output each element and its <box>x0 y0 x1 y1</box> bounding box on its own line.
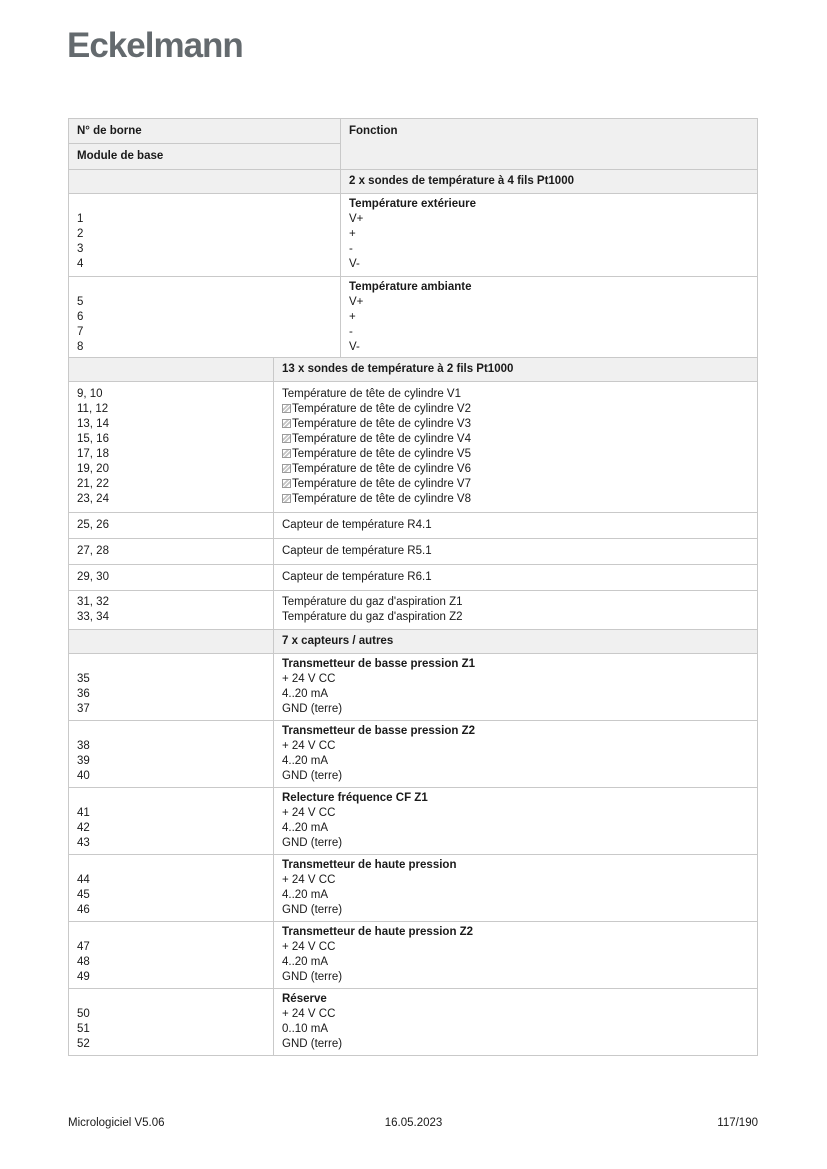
table-row <box>69 591 757 630</box>
terminal-number: 1 <box>77 213 84 225</box>
table-row <box>69 382 757 513</box>
function-text: Température de tête de cylindre V7 <box>292 478 471 490</box>
function-title: Transmetteur de haute pression <box>282 859 457 871</box>
function-cell: Capteur de température R6.1 <box>282 571 432 583</box>
function-line <box>282 447 749 462</box>
function-line <box>282 492 749 507</box>
function-line: + 24 V CC <box>282 874 336 886</box>
broken-image-icon <box>282 479 291 488</box>
terminal-numbers-cell <box>69 788 274 854</box>
terminal-number: 44 <box>77 874 90 886</box>
terminal-number: 41 <box>77 807 90 819</box>
terminal-number: 2 <box>77 228 84 240</box>
terminal-number: 33, 34 <box>77 611 109 623</box>
terminal-numbers-cell <box>69 277 341 359</box>
function-text: Température de tête de cylindre V4 <box>292 433 471 445</box>
terminal-table-top <box>68 118 758 360</box>
function-line: GND (terre) <box>282 971 343 983</box>
footer-date: 16.05.2023 <box>384 1117 443 1129</box>
section-row-2wire <box>69 358 757 382</box>
terminal-number: 49 <box>77 971 90 983</box>
line-spacer <box>77 858 265 873</box>
terminal-header-cell <box>69 119 341 169</box>
terminal-number: 11, 12 <box>77 403 109 415</box>
function-line: GND (terre) <box>282 770 343 782</box>
terminal-numbers-cell <box>69 382 274 512</box>
function-line: Température du gaz d'aspiration Z1 <box>282 596 463 608</box>
section-row-capteurs <box>69 630 757 654</box>
terminal-number: 6 <box>77 311 84 323</box>
table-row <box>69 721 757 788</box>
function-title: Réserve <box>282 993 327 1005</box>
section-title: 7 x capteurs / autres <box>282 635 394 647</box>
function-line: V+ <box>349 296 364 308</box>
broken-image-icon <box>282 449 291 458</box>
function-title: Transmetteur de haute pression Z2 <box>282 926 474 938</box>
terminal-numbers-cell <box>69 922 274 988</box>
broken-image-icon <box>282 404 291 413</box>
terminal-number: 39 <box>77 755 90 767</box>
function-line: 4..20 mA <box>282 956 329 968</box>
terminal-number: 3 <box>77 243 84 255</box>
function-line: + 24 V CC <box>282 807 336 819</box>
function-line: + 24 V CC <box>282 941 336 953</box>
terminal-number: 17, 18 <box>77 448 109 460</box>
function-cell <box>341 194 757 276</box>
terminal-number: 42 <box>77 822 90 834</box>
col-header-function: Fonction <box>349 125 398 137</box>
function-cell <box>274 989 757 1055</box>
function-line: 4..20 mA <box>282 889 329 901</box>
col-header-module: Module de base <box>77 150 164 162</box>
function-cell <box>274 721 757 787</box>
broken-image-icon <box>282 464 291 473</box>
terminal-number: 38 <box>77 740 90 752</box>
footer-firmware-version: Micrologiciel V5.06 <box>68 1117 165 1129</box>
terminal-number: 21, 22 <box>77 478 109 490</box>
function-line <box>282 402 749 417</box>
table-header-row <box>69 119 757 170</box>
function-text: Température de tête de cylindre V2 <box>292 403 471 415</box>
broken-image-icon <box>282 434 291 443</box>
function-line: GND (terre) <box>282 703 343 715</box>
function-cell <box>274 855 757 921</box>
terminal-number: 15, 16 <box>77 433 109 445</box>
function-line: GND (terre) <box>282 904 343 916</box>
terminal-numbers-cell: 29, 30 <box>69 565 274 590</box>
terminal-number: 9, 10 <box>77 388 103 400</box>
line-spacer <box>77 791 265 806</box>
function-line <box>282 432 749 447</box>
table-row <box>69 922 757 989</box>
terminal-number: 35 <box>77 673 90 685</box>
function-cell: Capteur de température R5.1 <box>282 545 432 557</box>
terminal-number: 46 <box>77 904 90 916</box>
function-line <box>282 417 749 432</box>
terminal-number: 23, 24 <box>77 493 109 505</box>
function-text: Température de tête de cylindre V8 <box>292 493 471 505</box>
function-title: Transmetteur de basse pression Z2 <box>282 725 476 737</box>
function-line: GND (terre) <box>282 1038 343 1050</box>
function-cell <box>341 277 757 359</box>
section-title: 2 x sondes de température à 4 fils Pt1000 <box>349 175 574 187</box>
table-row <box>69 539 757 565</box>
function-title: Relecture fréquence CF Z1 <box>282 792 428 804</box>
function-line: V- <box>349 341 360 353</box>
function-line: + <box>349 311 356 323</box>
function-line: 4..20 mA <box>282 688 329 700</box>
section-title: 13 x sondes de température à 2 fils Pt1000 <box>282 363 514 375</box>
function-line <box>282 477 749 492</box>
table-row <box>69 277 757 359</box>
terminal-numbers-cell <box>69 591 274 629</box>
broken-image-icon <box>282 494 291 503</box>
function-cell: Capteur de température R4.1 <box>282 519 432 531</box>
table-row <box>69 565 757 591</box>
terminal-numbers-cell <box>69 989 274 1055</box>
line-spacer <box>77 657 265 672</box>
terminal-number: 48 <box>77 956 90 968</box>
function-cell <box>274 922 757 988</box>
empty-cell <box>69 630 274 653</box>
function-text: Température de tête de cylindre V6 <box>292 463 471 475</box>
table-row <box>69 513 757 539</box>
function-line: 4..20 mA <box>282 755 329 767</box>
line-spacer <box>77 925 265 940</box>
terminal-number: 7 <box>77 326 84 338</box>
terminal-number: 36 <box>77 688 90 700</box>
table-row <box>69 194 757 277</box>
terminal-number: 4 <box>77 258 84 270</box>
function-line: Température du gaz d'aspiration Z2 <box>282 611 463 623</box>
function-line: + 24 V CC <box>282 673 336 685</box>
terminal-table-main <box>68 357 758 1056</box>
terminal-number: 31, 32 <box>77 596 109 608</box>
function-cell <box>274 654 757 720</box>
function-cell <box>274 788 757 854</box>
terminal-number: 5 <box>77 296 84 308</box>
terminal-number: 37 <box>77 703 90 715</box>
empty-cell <box>69 170 341 193</box>
function-title: Température ambiante <box>349 281 472 293</box>
terminal-number: 43 <box>77 837 90 849</box>
line-spacer <box>77 724 265 739</box>
terminal-numbers-cell <box>69 654 274 720</box>
function-cell <box>274 382 757 512</box>
empty-cell <box>69 358 274 381</box>
terminal-number: 45 <box>77 889 90 901</box>
company-logo: Eckelmann <box>67 26 243 65</box>
terminal-number: 8 <box>77 341 84 353</box>
table-row <box>69 654 757 721</box>
terminal-numbers-cell <box>69 855 274 921</box>
terminal-number: 19, 20 <box>77 463 109 475</box>
function-line: - <box>349 243 353 255</box>
function-line: GND (terre) <box>282 837 343 849</box>
function-line: Température de tête de cylindre V1 <box>282 388 461 400</box>
terminal-number: 52 <box>77 1038 90 1050</box>
function-line: V- <box>349 258 360 270</box>
function-line: + 24 V CC <box>282 740 336 752</box>
footer-page-number: 117/190 <box>717 1117 758 1129</box>
function-text: Température de tête de cylindre V3 <box>292 418 471 430</box>
function-cell <box>274 591 757 629</box>
function-title: Transmetteur de basse pression Z1 <box>282 658 476 670</box>
line-spacer <box>77 280 332 295</box>
table-row <box>69 788 757 855</box>
line-spacer <box>77 197 332 212</box>
function-line: 4..20 mA <box>282 822 329 834</box>
terminal-number: 47 <box>77 941 90 953</box>
function-line <box>282 462 749 477</box>
terminal-number: 13, 14 <box>77 418 109 430</box>
broken-image-icon <box>282 419 291 428</box>
function-text: Température de tête de cylindre V5 <box>292 448 471 460</box>
table-row <box>69 855 757 922</box>
section-row-4wire <box>69 170 757 194</box>
line-spacer <box>77 992 265 1007</box>
function-line: + 24 V CC <box>282 1008 336 1020</box>
terminal-number: 40 <box>77 770 90 782</box>
terminal-numbers-cell: 25, 26 <box>69 513 274 538</box>
terminal-numbers-cell <box>69 194 341 276</box>
function-title: Température extérieure <box>349 198 476 210</box>
table-row <box>69 989 757 1055</box>
function-line: + <box>349 228 356 240</box>
terminal-number: 51 <box>77 1023 90 1035</box>
function-line: - <box>349 326 353 338</box>
function-line: 0..10 mA <box>282 1023 329 1035</box>
col-header-terminal: N° de borne <box>69 119 340 144</box>
terminal-number: 50 <box>77 1008 90 1020</box>
terminal-numbers-cell: 27, 28 <box>69 539 274 564</box>
function-line: V+ <box>349 213 364 225</box>
terminal-numbers-cell <box>69 721 274 787</box>
